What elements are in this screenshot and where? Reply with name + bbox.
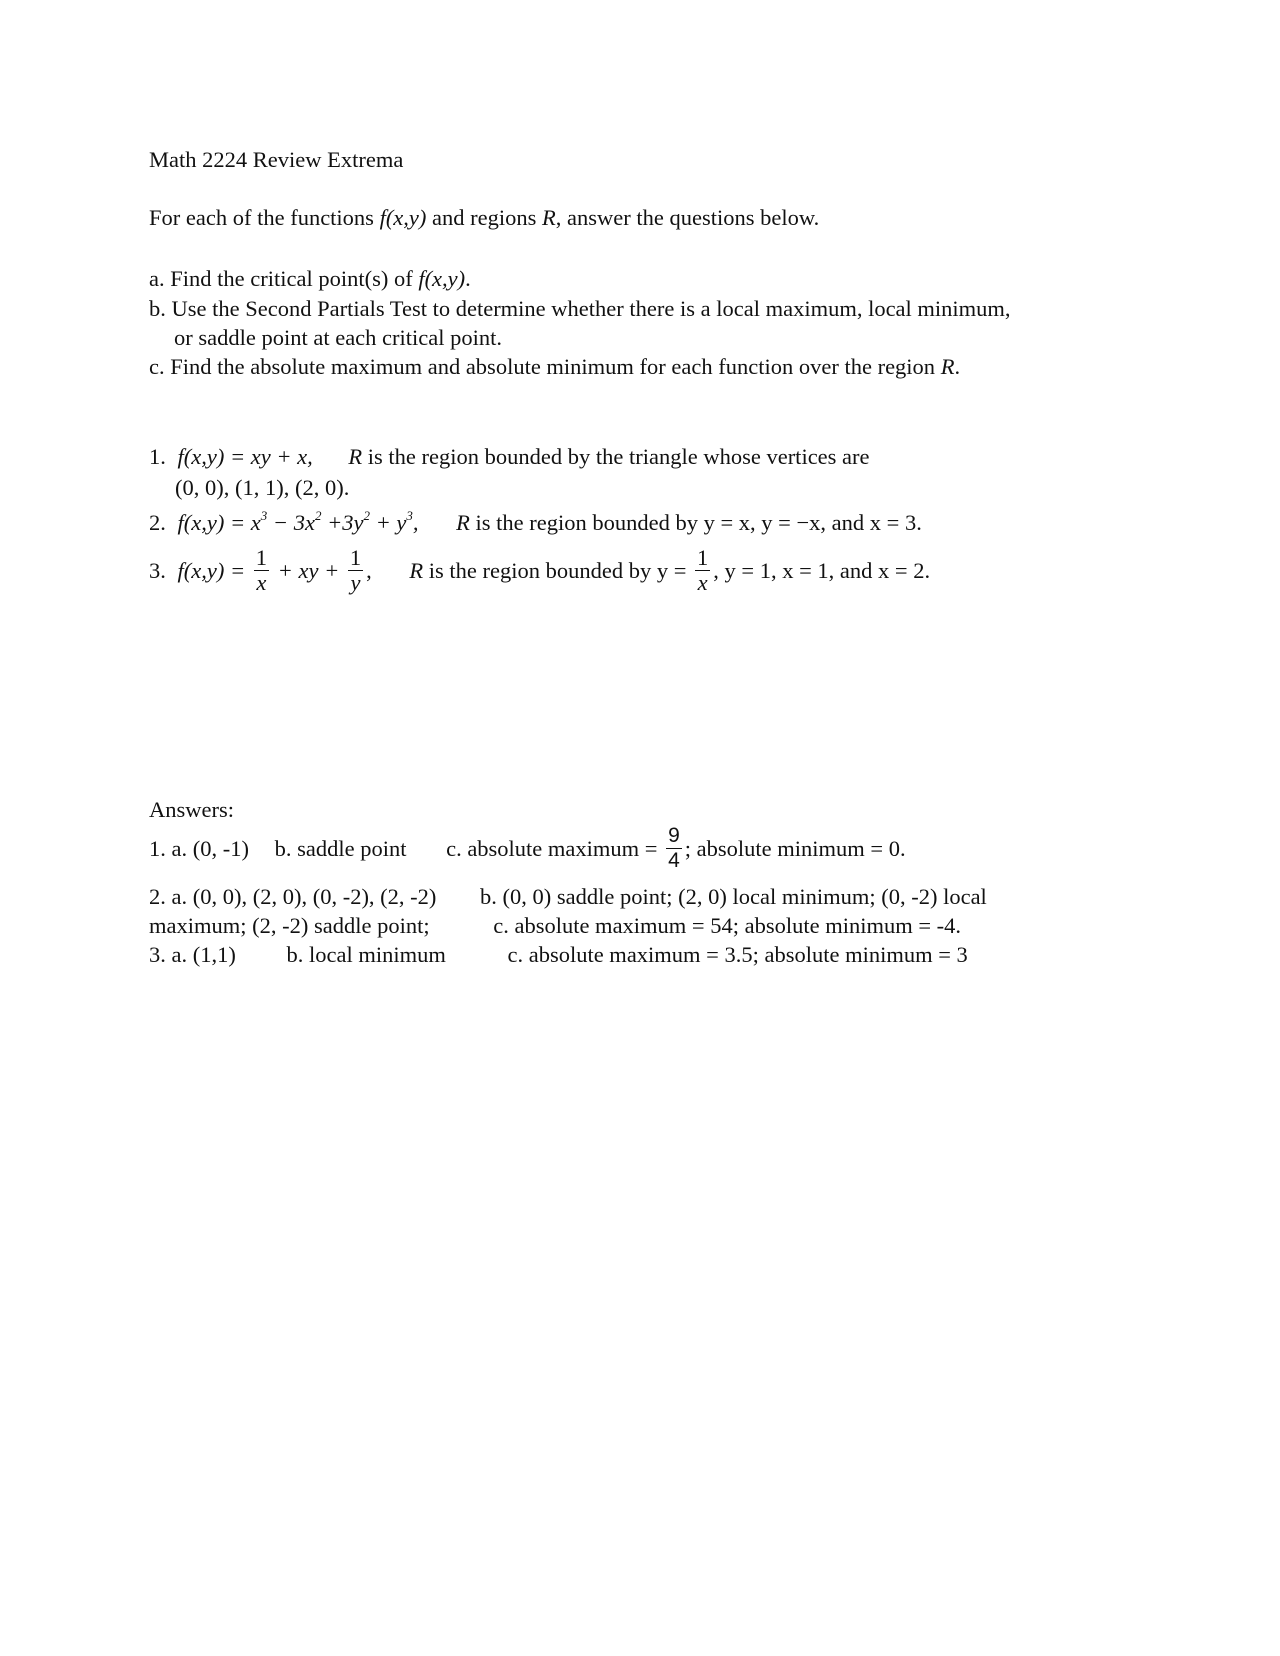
answer-2-b: b. (0, 0) saddle point; (2, 0) local minimum; (0, -2) local bbox=[480, 884, 987, 909]
answers-heading: Answers: bbox=[149, 797, 234, 822]
intro-function: f(x,y) bbox=[379, 205, 427, 230]
intro-after: , answer the questions below. bbox=[555, 205, 820, 230]
intro-before: For each of the functions bbox=[149, 205, 380, 230]
answer-1-b: b. saddle point bbox=[274, 836, 407, 861]
instruction-c-end: . bbox=[954, 354, 961, 379]
problem-2-region: R bbox=[456, 510, 470, 535]
problem-3-region: R bbox=[409, 558, 424, 583]
answer-3-c: c. absolute maximum = 3.5; absolute minimum = 3 bbox=[507, 942, 968, 967]
problem-3-fraction-2: $\frac{1}{y}$ bbox=[349, 545, 362, 596]
problem-1-number: 1. bbox=[149, 444, 166, 469]
instruction-b-line1: b. Use the Second Partials Test to determine whether there is a local maximum, local minimum, bbox=[149, 296, 1011, 321]
page-title: Math 2224 Review Extrema bbox=[149, 147, 404, 172]
instruction-b-line2: or saddle point at each critical point. bbox=[174, 325, 503, 350]
problem-3-function-mid: + xy + bbox=[277, 558, 340, 583]
intro-region: R bbox=[542, 205, 556, 230]
problem-3-comma: , bbox=[366, 558, 372, 583]
answer-1-fraction: $\frac{9}{4}$ bbox=[668, 824, 680, 873]
problem-1 bbox=[149, 443, 870, 471]
instruction-a-text: a. Find the critical point(s) of bbox=[149, 266, 419, 291]
problem-1-function: f(x,y) = xy + x, bbox=[177, 444, 313, 469]
problem-3-tail: , y = 1, x = 1, and x = 2. bbox=[713, 558, 931, 583]
intro-mid: and regions bbox=[426, 205, 543, 230]
answer-1-a: 1. a. (0, -1) bbox=[149, 836, 249, 861]
problem-3-description: is the region bounded by y = bbox=[423, 558, 687, 583]
instruction-c-text: c. Find the absolute maximum and absolute minimum for each function over the region bbox=[149, 354, 941, 379]
answer-2-line1 bbox=[149, 883, 987, 911]
answer-2-c: c. absolute maximum = 54; absolute minimum = -4. bbox=[493, 913, 962, 938]
answer-2-a: 2. a. (0, 0), (2, 0), (0, -2), (2, -2) bbox=[149, 884, 437, 909]
answer-1 bbox=[149, 824, 906, 875]
problem-3-number: 3. bbox=[149, 558, 166, 583]
problem-2-function: $f(x,y) = x^3 - 3x^2 +3y^2 + y^3$, bbox=[177, 507, 419, 535]
answer-1-c-pre: c. absolute maximum = bbox=[446, 836, 658, 861]
problem-3-function-lhs: f(x,y) = bbox=[177, 558, 246, 583]
answer-3-a: 3. a. (1,1) bbox=[149, 942, 236, 967]
intro-paragraph bbox=[149, 204, 819, 232]
answer-3 bbox=[149, 941, 968, 969]
problem-3 bbox=[149, 546, 930, 597]
instruction-a bbox=[149, 265, 471, 293]
instruction-c bbox=[149, 353, 960, 381]
instruction-a-function: f(x,y) bbox=[418, 266, 466, 291]
problem-3-fraction-3: $\frac{1}{x}$ bbox=[697, 545, 709, 596]
answer-1-c-post: ; absolute minimum = 0. bbox=[684, 836, 906, 861]
problem-2-description: is the region bounded by y = x, y = −x, and x = 3. bbox=[469, 510, 922, 535]
problem-1-region: R bbox=[348, 444, 363, 469]
problem-2-number: 2. bbox=[149, 510, 166, 535]
instruction-c-region: R bbox=[940, 354, 955, 379]
problem-1-vertices: (0, 0), (1, 1), (2, 0). bbox=[175, 475, 350, 500]
answer-2-line2-start: maximum; (2, -2) saddle point; bbox=[149, 913, 430, 938]
answer-3-b: b. local minimum bbox=[286, 942, 446, 967]
answer-2-line2 bbox=[149, 912, 961, 940]
problem-1-description: is the region bounded by the triangle whose vertices are bbox=[362, 444, 870, 469]
problem-3-fraction-1: $\frac{1}{x}$ bbox=[255, 545, 268, 596]
problem-2 bbox=[149, 509, 922, 537]
instruction-a-end: . bbox=[465, 266, 471, 291]
